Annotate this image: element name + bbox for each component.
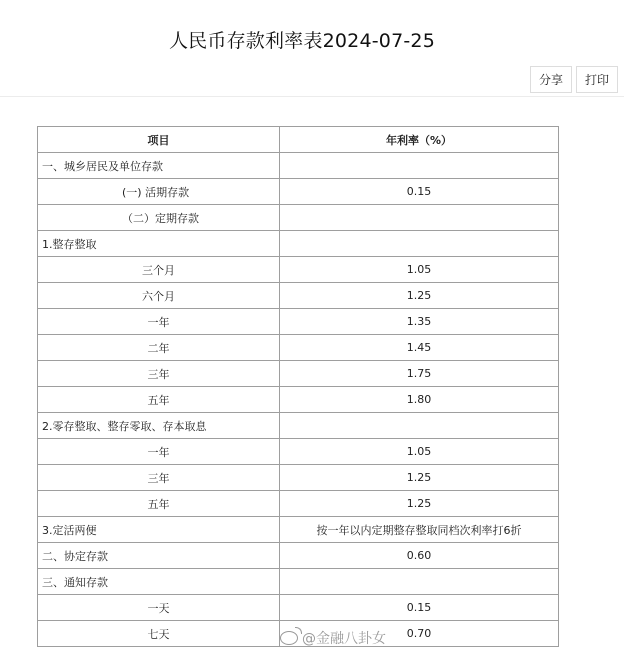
row-rate [280, 205, 559, 231]
table-row [38, 205, 559, 231]
table-row [38, 179, 559, 205]
row-rate: 1.35 [280, 309, 559, 335]
table-row [38, 491, 559, 517]
table-row [38, 439, 559, 465]
row-rate [280, 231, 559, 257]
row-label: 3.定活两便 [38, 517, 280, 543]
row-label: 六个月 [38, 283, 280, 309]
watermark-text: @金融八卦女 [302, 631, 386, 647]
row-rate: 1.25 [280, 491, 559, 517]
table-row [38, 153, 559, 179]
row-rate: 按一年以内定期整存整取同档次利率打6折 [280, 517, 559, 543]
row-rate: 1.75 [280, 361, 559, 387]
row-label: 五年 [38, 491, 280, 517]
row-rate: 1.45 [280, 335, 559, 361]
table-header-row [38, 127, 559, 153]
row-rate: 1.25 [280, 465, 559, 491]
table-row [38, 257, 559, 283]
action-bar [526, 66, 618, 93]
row-rate: 0.15 [280, 595, 559, 621]
table-row [38, 413, 559, 439]
row-label: 一天 [38, 595, 280, 621]
row-rate: 0.70 [280, 621, 559, 647]
table-row [38, 569, 559, 595]
table-row [38, 517, 559, 543]
row-label: 三年 [38, 361, 280, 387]
table-row [38, 283, 559, 309]
row-rate [280, 413, 559, 439]
table-row [38, 335, 559, 361]
row-rate: 1.05 [280, 257, 559, 283]
table-row [38, 309, 559, 335]
row-label: 一年 [38, 309, 280, 335]
row-rate [280, 153, 559, 179]
table-row [38, 595, 559, 621]
row-label: 七天 [38, 621, 280, 647]
header-divider [0, 96, 624, 97]
share-button[interactable]: 分享 [530, 66, 572, 93]
row-label: 三年 [38, 465, 280, 491]
row-rate: 0.15 [280, 179, 559, 205]
table-row [38, 387, 559, 413]
column-header-rate: 年利率（%） [280, 127, 559, 153]
table-row [38, 465, 559, 491]
row-rate: 0.60 [280, 543, 559, 569]
row-label: 一、城乡居民及单位存款 [38, 153, 280, 179]
page-title: 人民币存款利率表2024-07-25 [168, 30, 436, 52]
row-label: （二）定期存款 [38, 205, 280, 231]
weibo-icon [280, 631, 298, 645]
table-row [38, 543, 559, 569]
row-label: 2.零存整取、整存零取、存本取息 [38, 413, 280, 439]
row-label: 一年 [38, 439, 280, 465]
row-rate: 1.80 [280, 387, 559, 413]
table-row [38, 231, 559, 257]
interest-rate-table [37, 126, 559, 647]
table-row [38, 361, 559, 387]
row-rate: 1.05 [280, 439, 559, 465]
print-button[interactable]: 打印 [576, 66, 618, 93]
row-label: 二、协定存款 [38, 543, 280, 569]
row-label: (一) 活期存款 [38, 179, 280, 205]
row-rate [280, 569, 559, 595]
row-label: 三个月 [38, 257, 280, 283]
column-header-item: 项目 [38, 127, 280, 153]
row-label: 三、通知存款 [38, 569, 280, 595]
row-label: 二年 [38, 335, 280, 361]
row-rate: 1.25 [280, 283, 559, 309]
row-label: 五年 [38, 387, 280, 413]
row-label: 1.整存整取 [38, 231, 280, 257]
watermark [280, 628, 386, 648]
